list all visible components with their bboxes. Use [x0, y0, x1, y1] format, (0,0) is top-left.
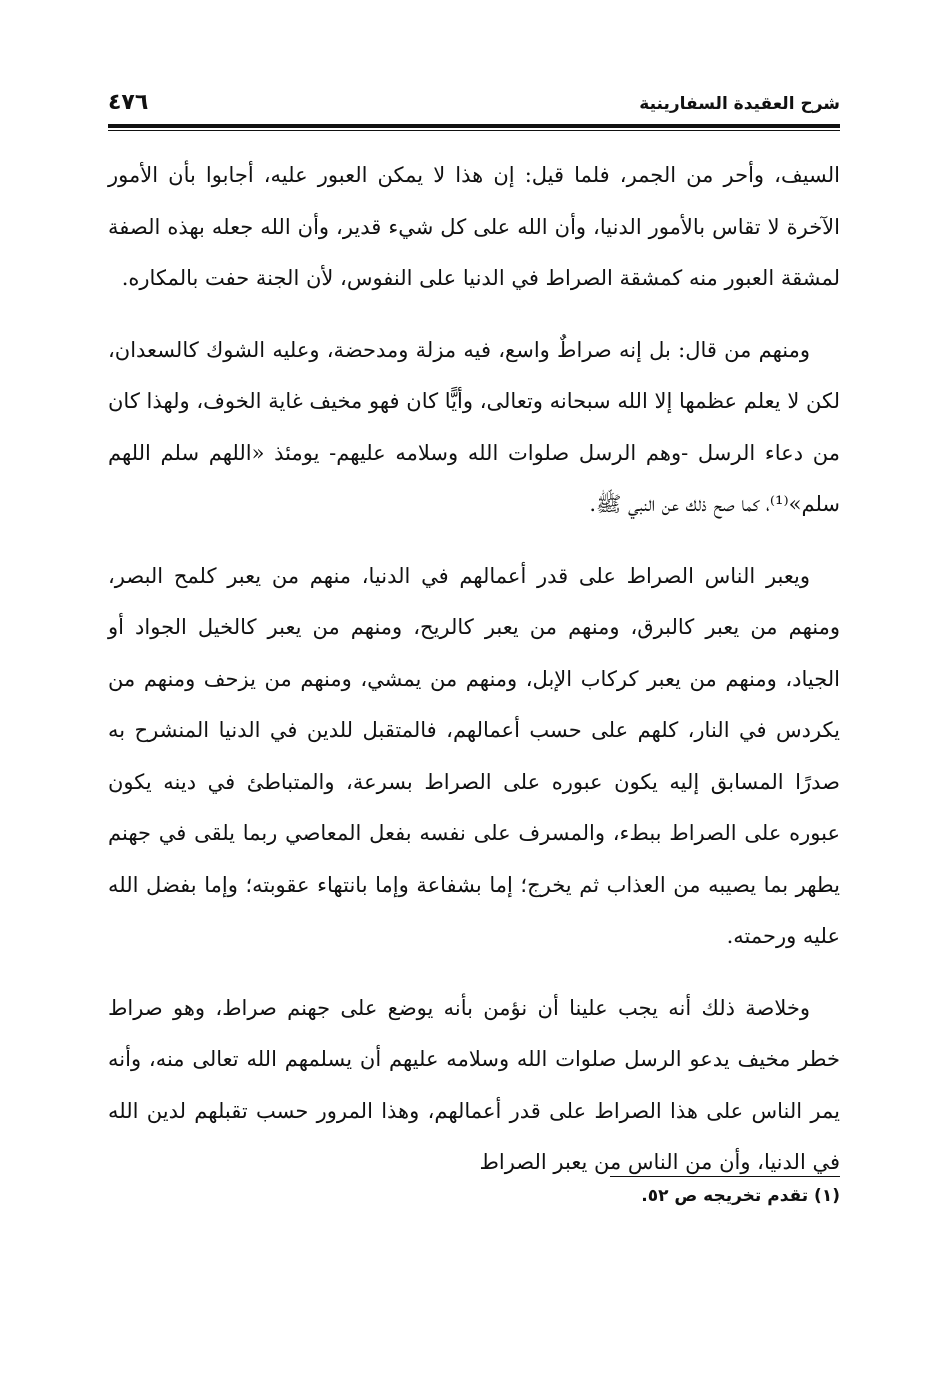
running-header [108, 90, 840, 120]
footnote: (١) تقدم تخريجه ص ٥٢. [641, 1186, 840, 1206]
header-rule-thick [108, 124, 840, 128]
paragraph-3: ويعبر الناس الصراط على قدر أعمالهم في الدنيا، منهم من يعبر كلمح البصر، ومنهم من يعبر كالبرق، ومنهم من يعبر كالريح، ومنهم من يعبر كالخيل الجواد أو الجياد، ومنهم من يعبر كركاب الإبل، ومنهم من يمشي، ومنهم من يزحف ومنهم من يكردس في النار، كلهم على حسب أعمالهم، فالمتقبل للدين في الدنيا المنشرح به صدرًا المسابق إليه يكون عبوره على الصراط بسرعة، والمتباطئ في دينه يكون عبوره على الصراط ببطء، والمسرف على نفسه بفعل المعاصي ربما يلقى في جهنم يطهر بما يصيبه من العذاب ثم يخرج؛ إما بشفاعة وإما بانتهاء عقوبته؛ وإما بفضل الله عليه ورحمته. [108, 563, 840, 948]
body-text [108, 150, 840, 1209]
footnote-rule [610, 1176, 840, 1177]
paragraph-1: السيف، وأحر من الجمر، فلما قيل: إن هذا لا يمكن العبور عليه، أجابوا بأن الأمور الآخرة لا تقاس بالأمور الدنيا، وأن الله على كل شيء قدير، وأن الله جعله بهذه الصفة لمشقة العبور منه كمشقة الصراط في الدنيا على النفوس، لأن الجنة حفت بالمكاره. [108, 163, 840, 290]
page-number: ٤٧٦ [108, 90, 149, 115]
paragraph-2: ومنهم من قال: بل إنه صراطٌ واسع، فيه مزلة ومدحضة، وعليه الشوك كالسعدان، لكن لا يعلم عظمها إلا الله سبحانه وتعالى، وأيًّا كان فهو مخيف غاية الخوف، ولهذا كان من دعاء الرسل -وهم الرسل صلوات الله وسلامه عليهم- يومئذ «اللهم سلم اللهم سلم»⁽¹⁾، كما صح ذلك عن النبي ﷺ. [108, 337, 840, 516]
paragraph-4: وخلاصة ذلك أنه يجب علينا أن نؤمن بأنه يوضع على جهنم صراط، وهو صراط خطر مخيف يدعو الرسل صلوات الله وسلامه عليهم أن يسلمهم الله تعالى منه، وأنه يمر الناس على هذا الصراط على قدر أعمالهم، وهذا المرور حسب تقبلهم لدين الله في الدنيا، وأن من الناس من يعبر الصراط [108, 995, 840, 1174]
header-rule-thin [108, 130, 840, 131]
book-title: شرح العقيدة السفارينية [639, 94, 840, 114]
